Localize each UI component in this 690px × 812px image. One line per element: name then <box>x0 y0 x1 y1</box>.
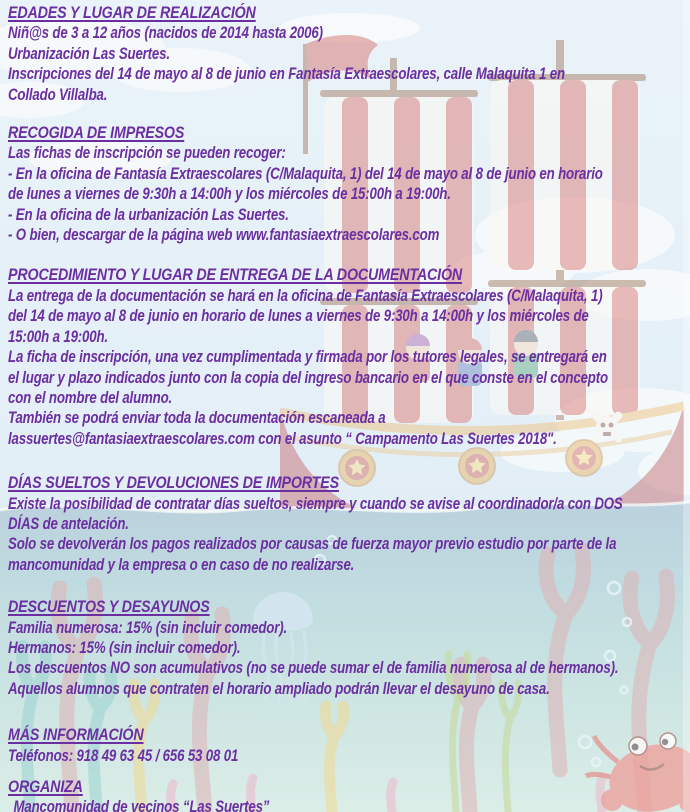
text-line: el lugar y plazo indicados junto con la copia del ingreso bancario en el que conste en el concepto <box>8 367 608 387</box>
heading-descuentos: DESCUENTOS Y DESAYUNOS <box>8 597 210 617</box>
phone-numbers-text: Teléfonos: 918 49 63 45 / 656 53 08 01 <box>8 745 239 765</box>
text-line: También se podrá enviar toda la documentación escaneada a <box>8 408 386 428</box>
text-line: - En la oficina de Fantasía Extraescolares (C/Malaquita, 1) del 14 de mayo al 8 de junio en horario <box>8 163 603 183</box>
text-line: Hermanos: 15% (sin incluir comedor). <box>8 637 241 657</box>
heading-recogida: RECOGIDA DE IMPRESOS <box>8 123 185 143</box>
text-line: Existe la posibilidad de contratar días sueltos, siempre y cuando se avise al coordinador/a con DOS <box>8 493 623 513</box>
section-recogida <box>8 123 690 245</box>
heading-organiza: ORGANIZA <box>8 777 83 796</box>
text-line: del 14 de mayo al 8 de junio en horario de lunes a viernes de 9:30h a 14:00h y los miércoles de <box>8 306 589 326</box>
text-line: La ficha de inscripción, una vez cumplimentada y firmada por los tutores legales, se entregará en <box>8 347 607 367</box>
heading-mas-informacion: MÁS INFORMACIÓN <box>8 725 144 745</box>
website-line: - O bien, descargar de la página web www.fantasiaextraescolares.com <box>8 225 440 245</box>
heading-procedimiento: PROCEDIMIENTO Y LUGAR DE ENTREGA DE LA DOCUMENTACIÓN <box>8 265 463 285</box>
text-line: DÍAS de antelación. <box>8 513 129 533</box>
text-line: Inscripciones del 14 de mayo al 8 de junio en Fantasía Extraescolares, calle Malaquita 1 en <box>8 64 565 84</box>
section-dias-sueltos <box>8 473 690 575</box>
text-line: Los descuentos NO son acumulativos (no se puede sumar el de familia numerosa al de hermanos). <box>8 658 619 678</box>
heading-edades: EDADES Y LUGAR DE REALIZACIÓN <box>8 3 256 22</box>
text-line: Aquellos alumnos que contraten el horario ampliado podrán llevar el desayuno de casa. <box>8 678 550 698</box>
section-mas-informacion <box>8 725 690 766</box>
text-line: Collado Villalba. <box>8 84 108 104</box>
text-line: Urbanización Las Suertes. <box>8 43 170 63</box>
text-line: Niñ@s de 3 a 12 años (nacidos de 2014 hasta 2006) <box>8 23 323 43</box>
text-line: Familia numerosa: 15% (sin incluir comedor). <box>8 617 288 637</box>
email-line: lassuertes@fantasiaextraescolares.com con el asunto “ Campamento Las Suertes 2018". <box>8 428 557 448</box>
section-organiza <box>8 777 690 812</box>
text-line: de lunes a viernes de 9:30h a 14:00h y los miércoles de 15:00h a 19:00h. <box>8 184 451 204</box>
flyer-text <box>8 3 690 812</box>
heading-dias-sueltos: DÍAS SUELTOS Y DEVOLUCIONES DE IMPORTES <box>8 473 339 493</box>
organizer-name: Mancomunidad de vecinos “Las Suertes” <box>13 797 270 812</box>
section-descuentos <box>8 597 690 699</box>
section-procedimiento <box>8 265 690 449</box>
text-line: mancomunidad y la empresa o en caso de no realizarse. <box>8 554 355 574</box>
section-edades <box>8 3 690 105</box>
text-line: Las fichas de inscripción se pueden recoger: <box>8 143 286 163</box>
text-line: 15:00h a 19:00h. <box>8 326 108 346</box>
text-line: - En la oficina de la urbanización Las Suertes. <box>8 204 289 224</box>
text-line: Solo se devolverán los pagos realizados por causas de fuerza mayor previo estudio por parte de la <box>8 534 617 554</box>
text-line: La entrega de la documentación se hará en la oficina de Fantasía Extraescolares (C/Malaquita, 1) <box>8 285 603 305</box>
text-line: con el nombre del alumno. <box>8 387 173 407</box>
